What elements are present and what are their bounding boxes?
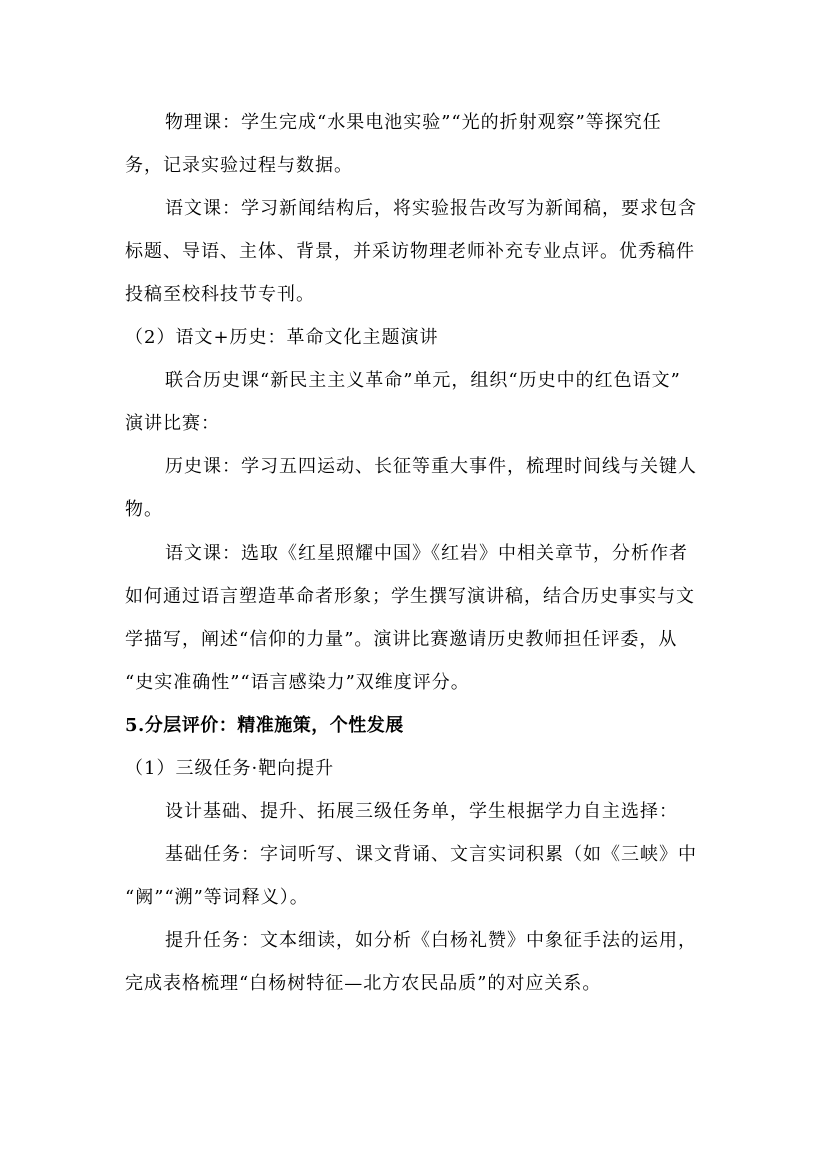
paragraph-line: 历史课：学习五四运动、长征等重大事件，梳理时间线与关键人 bbox=[165, 456, 697, 477]
paragraph-line: 语文课：选取《红星照耀中国》《红岩》中相关章节，分析作者 bbox=[165, 543, 688, 564]
paragraph-line: 设计基础、提升、拓展三级任务单，学生根据学力自主选择： bbox=[165, 801, 678, 822]
paragraph-line: 联合历史课“新民主主义革命”单元，组织“历史中的红色语文” bbox=[165, 370, 681, 391]
paragraph-line: 提升任务：文本细读，如分析《白杨礼赞》中象征手法的运用， bbox=[165, 930, 697, 951]
paragraph-line: 物。 bbox=[125, 499, 163, 520]
paragraph-line: 学描写，阐述“信仰的力量”。演讲比赛邀请历史教师担任评委，从 bbox=[125, 629, 678, 650]
subheading: （2）语文+历史：革命文化主题演讲 bbox=[125, 327, 439, 348]
paragraph-line: 完成表格梳理“白杨树特征—北方农民品质”的对应关系。 bbox=[125, 973, 602, 994]
paragraph-line: 基础任务：字词听写、课文背诵、文言实词积累（如《三峡》中 bbox=[165, 844, 697, 865]
paragraph-line: 演讲比赛： bbox=[125, 413, 220, 434]
paragraph-line: 投稿至校科技节专刊。 bbox=[125, 284, 315, 305]
paragraph-line: 务，记录实验过程与数据。 bbox=[125, 155, 353, 176]
paragraph-line: 语文课：学习新闻结构后，将实验报告改写为新闻稿，要求包含 bbox=[165, 198, 697, 219]
paragraph-line: “阙”“溯”等词释义）。 bbox=[125, 887, 309, 908]
paragraph-line: 物理课：学生完成“水果电池实验”“光的折射观察”等探究任 bbox=[165, 112, 662, 133]
paragraph-line: 如何通过语言塑造革命者形象；学生撰写演讲稿，结合历史事实与文 bbox=[125, 586, 695, 607]
section-heading: 5.分层评价：精准施策，个性发展 bbox=[125, 715, 404, 736]
paragraph-line: “史实准确性”“语言感染力”双维度评分。 bbox=[125, 672, 470, 693]
subheading: （1）三级任务·靶向提升 bbox=[125, 758, 335, 779]
paragraph-line: 标题、导语、主体、背景，并采访物理老师补充专业点评。优秀稿件 bbox=[125, 241, 695, 262]
